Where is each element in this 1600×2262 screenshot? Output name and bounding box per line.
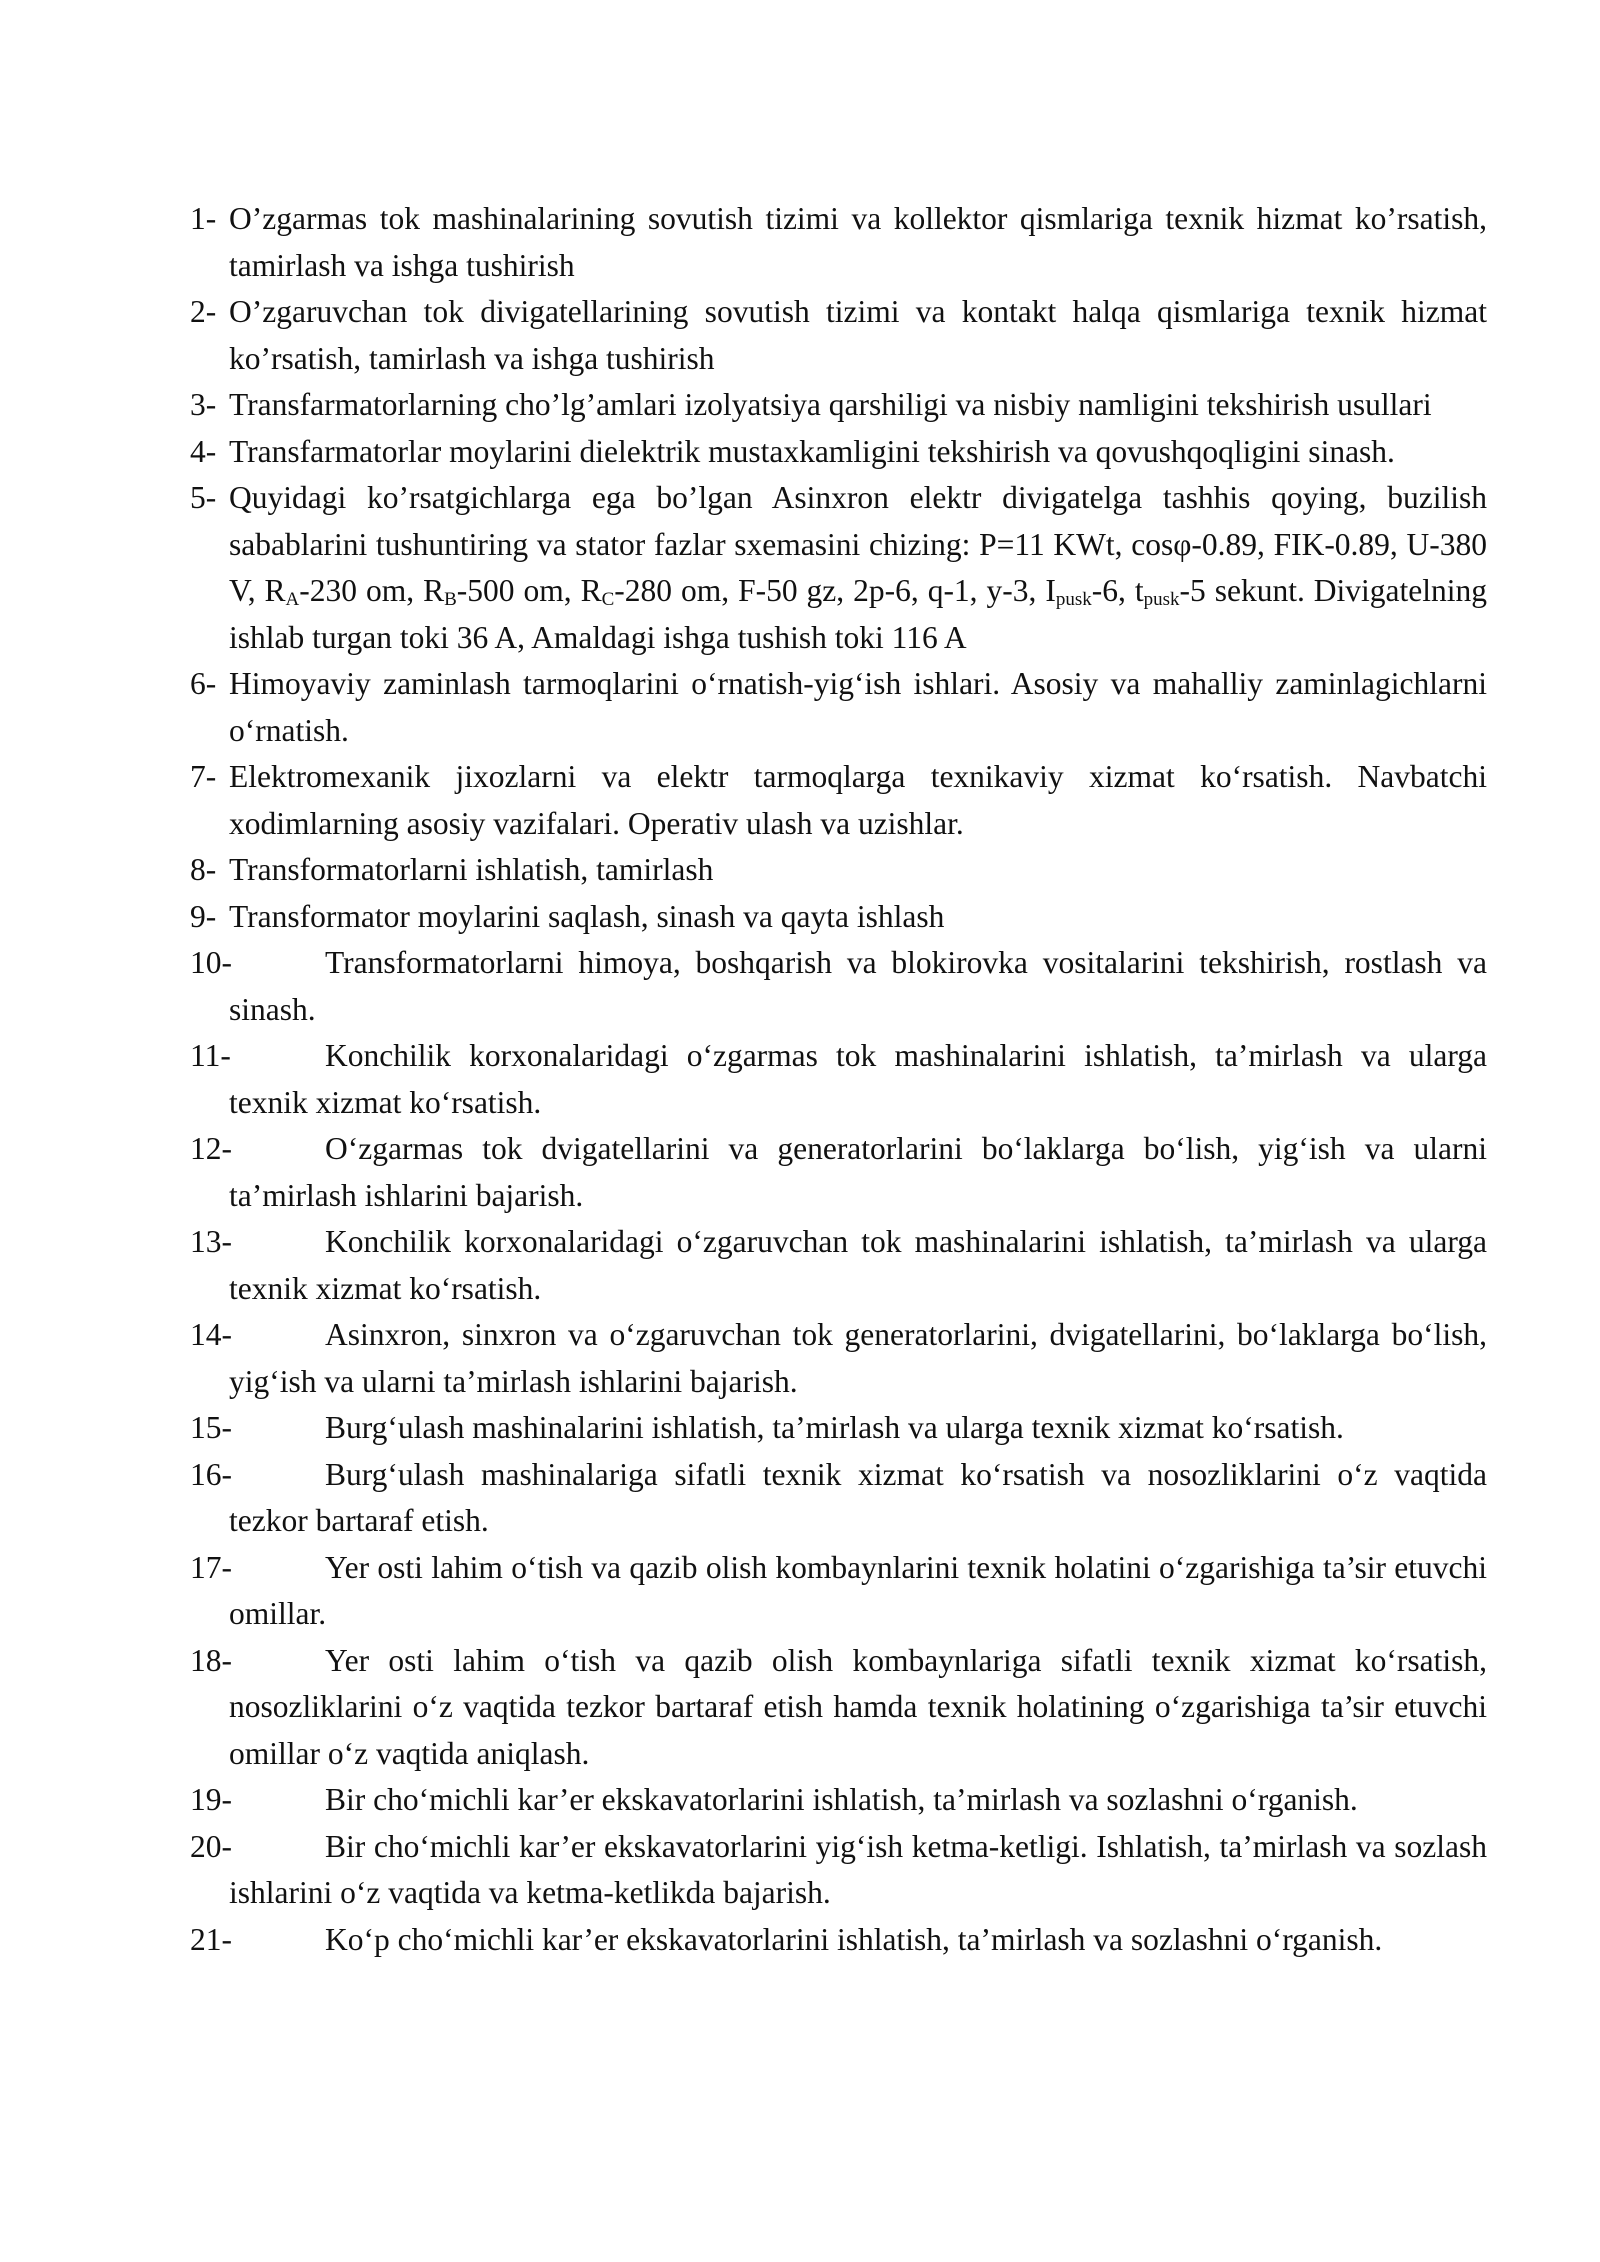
item-text: Burg‘ulash mashinalarini ishlatish, ta’mirlash va ularga texnik xizmat ko‘rsatish.	[325, 1410, 1344, 1445]
item-text: O‘zgarmas tok dvigatellarini va generatorlarini bo‘laklarga bo‘lish, yig‘ish va ularni ta’mirlash ishlarini bajarish.	[229, 1131, 1487, 1213]
list-item	[190, 1917, 1487, 1964]
item-text: Konchilik korxonalaridagi o‘zgaruvchan tok mashinalarini ishlatish, ta’mirlash va ularga texnik xizmat ko‘rsatish.	[229, 1224, 1487, 1306]
item-number: 2-	[190, 294, 217, 329]
list-item	[190, 1452, 1487, 1545]
item-number: 15-	[190, 1410, 232, 1445]
item-number: 11-	[190, 1038, 231, 1073]
list-item	[190, 847, 1487, 894]
item-text: Transfarmatorlarning cho’lg’amlari izolyatsiya qarshiligi va nisbiy namligini tekshirish usullari	[229, 387, 1432, 422]
item-text: Asinxron, sinxron va o‘zgaruvchan tok generatorlarini, dvigatellarini, bo‘laklarga bo‘lish, yig‘ish va ularni ta’mirlash ishlarini bajarish.	[229, 1317, 1487, 1399]
list-item	[190, 754, 1487, 847]
list-item	[190, 289, 1487, 382]
item-text: Yer osti lahim o‘tish va qazib olish kombaynlarini texnik holatini o‘zgarishiga ta’sir etuvchi omillar.	[229, 1549, 1487, 1631]
list-item	[190, 1824, 1487, 1917]
item-number: 13-	[190, 1224, 232, 1259]
list-item	[190, 1126, 1487, 1219]
item-number: 14-	[190, 1317, 232, 1352]
item-text: O’zgarmas tok mashinalarining sovutish tizimi va kollektor qismlariga texnik hizmat ko’rsatish, tamirlash va ishga tushirish	[229, 201, 1487, 283]
item-text: Transformatorlarni himoya, boshqarish va blokirovka vositalarini tekshirish, rostlash va sinash.	[229, 945, 1487, 1027]
item-text: Elektromexanik jixozlarni va elektr tarmoqlarga texnikaviy xizmat ko‘rsatish. Navbatchi xodimlarning asosiy vazifalari. Operativ ulash va uzishlar.	[229, 759, 1487, 841]
item-text: Yer osti lahim o‘tish va qazib olish kombaynlariga sifatli texnik xizmat ko‘rsatish, nosozliklarini o‘z vaqtida tezkor bartaraf etish hamda texnik holatining o‘zgarishiga ta’sir etuvchi omillar o‘z vaqtida aniqlash.	[229, 1642, 1487, 1771]
item-number: 17-	[190, 1549, 232, 1585]
item-text: Ko‘p cho‘michli kar’er ekskavatorlarini ishlatish, ta’mirlash va sozlashni o‘rganish.	[325, 1921, 1383, 1957]
item-text: Transformator moylarini saqlash, sinash va qayta ishlash	[229, 898, 945, 934]
list-item	[190, 196, 1487, 289]
item-number: 1-	[190, 201, 217, 236]
topic-list	[190, 196, 1487, 1963]
item-text: Burg‘ulash mashinalariga sifatli texnik xizmat ko‘rsatish va nosozliklarini o‘z vaqtida tezkor bartaraf etish.	[229, 1456, 1487, 1538]
item-text: Quyidagi ko’rsatgichlarga ega bo’lgan Asinxron elektr divigatelga tashhis qoying, buzilish sabablarini tushuntiring va stator fazlar sxemasini chizing: P=11 KWt, cosφ-0.89, FIK-0.89, U-380 V, $R_A-230$ om, $R_B-500$ om, $R_C-280$ om, F-50 gz, 2p-6, q-1, y-3, $I_{pusk}-6$, $t_{pusk}-5$ sekunt. Divigatelning ishlab turgan toki 36 A, Amaldagi ishga tushish toki 116 A	[229, 480, 1488, 655]
item-text: Transformatorlarni ishlatish, tamirlash	[229, 852, 714, 887]
item-number: 19-	[190, 1782, 232, 1817]
list-item	[190, 1033, 1487, 1126]
item-text: Bir cho‘michli kar’er ekskavatorlarini ishlatish, ta’mirlash va sozlashni o‘rganish.	[325, 1782, 1358, 1817]
item-number: 3-	[190, 387, 217, 422]
list-item	[190, 1312, 1487, 1405]
item-number: 18-	[190, 1642, 232, 1678]
list-item	[190, 429, 1487, 476]
item-number: 12-	[190, 1131, 232, 1166]
list-item	[190, 1545, 1487, 1638]
list-item	[190, 940, 1487, 1033]
item-number: 20-	[190, 1828, 232, 1864]
list-item	[190, 1219, 1487, 1312]
item-number: 8-	[190, 852, 217, 887]
item-number: 10-	[190, 945, 232, 980]
item-number: 21-	[190, 1921, 232, 1957]
item-number: 9-	[190, 898, 217, 934]
item-number: 6-	[190, 666, 217, 701]
item-number: 7-	[190, 759, 217, 794]
item-number: 16-	[190, 1456, 232, 1492]
item-text: Transfarmatorlar moylarini dielektrik mustaxkamligini tekshirish va qovushqoqligini sinash.	[229, 433, 1395, 469]
list-item	[190, 1777, 1487, 1824]
item-text: O’zgaruvchan tok divigatellarining sovutish tizimi va kontakt halqa qismlariga texnik hizmat ko’rsatish, tamirlash va ishga tushirish	[229, 294, 1487, 376]
item-number: 4-	[190, 433, 217, 469]
item-text: Bir cho‘michli kar’er ekskavatorlarini yig‘ish ketma-ketligi. Ishlatish, ta’mirlash va sozlash ishlarini o‘z vaqtida va ketma-ketlikda bajarish.	[229, 1828, 1487, 1910]
list-item	[190, 382, 1487, 429]
list-item	[190, 1638, 1487, 1778]
item-text: Konchilik korxonalaridagi o‘zgarmas tok mashinalarini ishlatish, ta’mirlash va ularga texnik xizmat ko‘rsatish.	[229, 1038, 1487, 1120]
list-item	[190, 661, 1487, 754]
list-item	[190, 475, 1487, 661]
list-item	[190, 894, 1487, 941]
item-text: Himoyaviy zaminlash tarmoqlarini o‘rnatish-yig‘ish ishlari. Asosiy va mahalliy zaminlagichlarni o‘rnatish.	[229, 666, 1487, 748]
list-item	[190, 1405, 1487, 1452]
item-number: 5-	[190, 480, 217, 515]
